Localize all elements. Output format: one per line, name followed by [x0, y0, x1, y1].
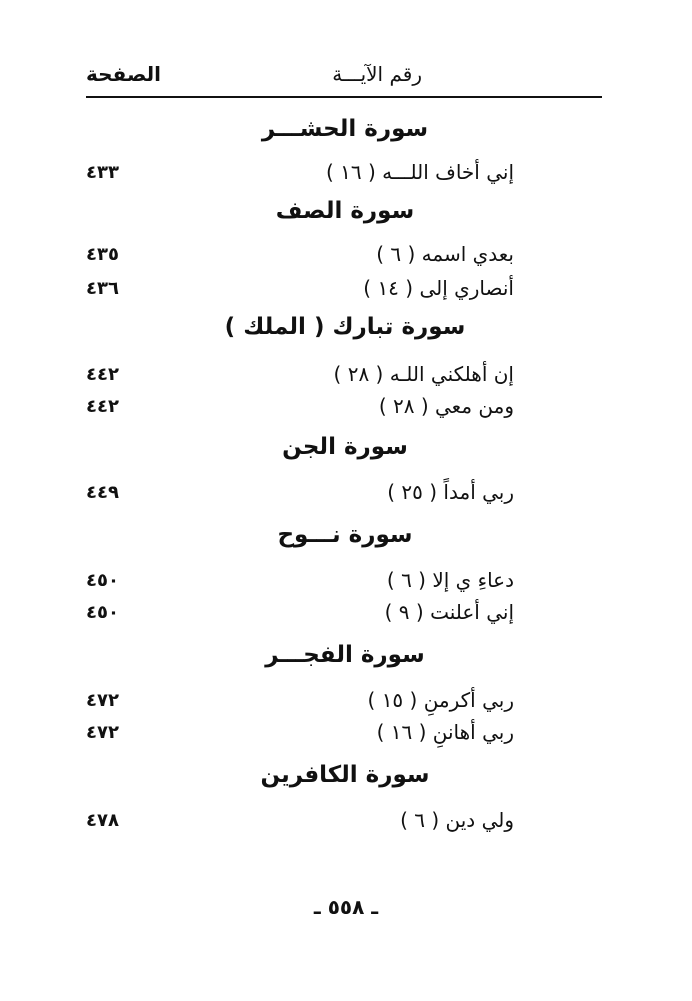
surah-heading: سورة الصف — [275, 198, 415, 224]
index-entry — [86, 720, 604, 752]
surah-heading: سورة الفجـــر — [265, 642, 425, 668]
index-entry — [86, 688, 604, 720]
surah-heading: سورة نـــوح — [277, 522, 413, 548]
verse-text: إني أعلنت ( ٩ ) — [384, 600, 514, 624]
index-entry — [86, 600, 604, 632]
surah-heading: سورة الجن — [282, 434, 408, 460]
index-entry — [86, 160, 604, 192]
page-number: ٤٣٥ — [86, 244, 119, 265]
page-number: ٤٥٠ — [86, 602, 119, 623]
index-entry — [86, 394, 604, 426]
verse-text: إن أهلكني اللـه ( ٢٨ ) — [333, 362, 514, 386]
page-number: ٤٣٦ — [86, 278, 119, 299]
table-header — [86, 58, 604, 94]
verse-text: ربي أهاننِ ( ١٦ ) — [376, 720, 514, 744]
page-number: ٤٤٢ — [86, 364, 119, 385]
verse-text: إني أخاف اللـــه ( ١٦ ) — [326, 160, 514, 184]
verse-text: أنصاري إلى ( ١٤ ) — [363, 276, 514, 300]
verse-text: ومن معي ( ٢٨ ) — [378, 394, 514, 418]
page-column-header: الصفحة — [86, 62, 162, 86]
index-entry — [86, 242, 604, 274]
verse-number-column-header: رقم الآيـــة — [332, 62, 422, 86]
verse-text: بعدي اسمه ( ٦ ) — [376, 242, 514, 266]
verse-text: دعاءِ ي إلا ( ٦ ) — [386, 568, 514, 592]
index-entry — [86, 276, 604, 308]
index-entry — [86, 568, 604, 600]
surah-heading: سورة الكافرين — [260, 762, 430, 788]
page-footer-number: ـ ٥٥٨ ـ — [313, 895, 379, 919]
verse-text: ربي أمداً ( ٢٥ ) — [387, 480, 514, 504]
page-number: ٤٤٩ — [86, 482, 119, 503]
page-number: ٤٧٢ — [86, 690, 119, 711]
page-number: ٤٧٨ — [86, 810, 119, 831]
page-number: ٤٤٢ — [86, 396, 119, 417]
page-number: ٤٧٢ — [86, 722, 119, 743]
index-entry — [86, 808, 604, 840]
verse-text: ولي دين ( ٦ ) — [400, 808, 514, 832]
header-divider — [86, 96, 602, 98]
surah-heading: سورة تبارك ( الملك ) — [224, 314, 466, 340]
page-number: ٤٣٣ — [86, 162, 119, 183]
verse-text: ربي أكرمنِ ( ١٥ ) — [367, 688, 514, 712]
surah-heading: سورة الحشـــر — [261, 116, 429, 142]
index-entry — [86, 362, 604, 394]
page-number: ٤٥٠ — [86, 570, 119, 591]
index-entry — [86, 480, 604, 512]
